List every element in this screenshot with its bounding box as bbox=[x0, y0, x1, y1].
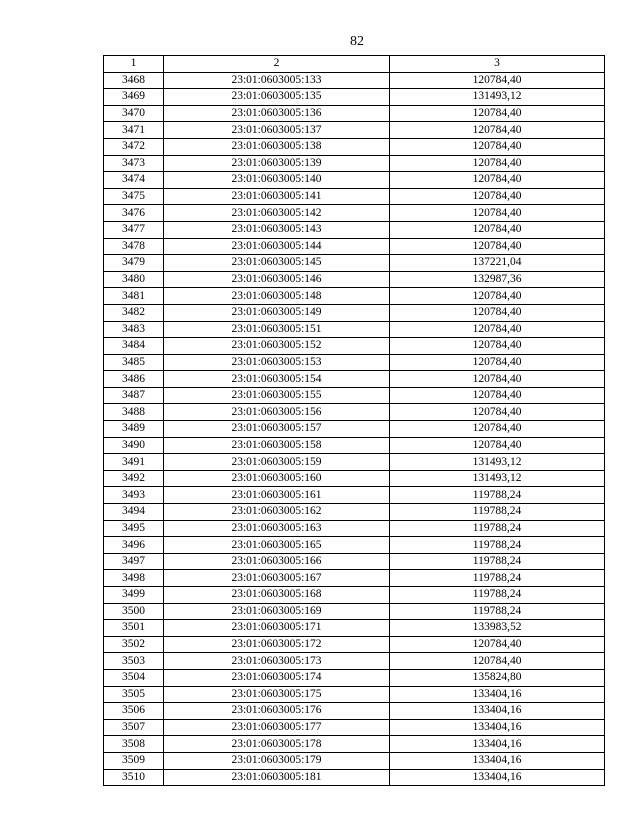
row-number-cell: 3484 bbox=[104, 338, 164, 355]
row-number-cell: 3496 bbox=[104, 537, 164, 554]
value-cell: 120784,40 bbox=[390, 288, 605, 305]
value-cell: 120784,40 bbox=[390, 221, 605, 238]
cadastral-number-cell: 23:01:0603005:171 bbox=[164, 620, 390, 637]
cadastral-number-cell: 23:01:0603005:159 bbox=[164, 454, 390, 471]
row-number-cell: 3493 bbox=[104, 487, 164, 504]
cadastral-number-cell: 23:01:0603005:172 bbox=[164, 636, 390, 653]
table-row bbox=[104, 172, 605, 189]
cadastral-number-cell: 23:01:0603005:142 bbox=[164, 205, 390, 222]
cadastral-number-cell: 23:01:0603005:154 bbox=[164, 371, 390, 388]
value-cell: 119788,24 bbox=[390, 570, 605, 587]
value-cell: 133983,52 bbox=[390, 620, 605, 637]
row-number-cell: 3490 bbox=[104, 437, 164, 454]
value-cell: 120784,40 bbox=[390, 122, 605, 139]
cadastral-number-cell: 23:01:0603005:155 bbox=[164, 387, 390, 404]
row-number-cell: 3476 bbox=[104, 205, 164, 222]
table-row bbox=[104, 188, 605, 205]
column-header-1: 1 bbox=[104, 56, 164, 73]
table-row bbox=[104, 470, 605, 487]
column-header-3: 3 bbox=[390, 56, 605, 73]
value-cell: 119788,24 bbox=[390, 587, 605, 604]
value-cell: 133404,16 bbox=[390, 752, 605, 769]
cadastral-number-cell: 23:01:0603005:136 bbox=[164, 105, 390, 122]
row-number-cell: 3492 bbox=[104, 470, 164, 487]
cadastral-number-cell: 23:01:0603005:133 bbox=[164, 72, 390, 89]
row-number-cell: 3498 bbox=[104, 570, 164, 587]
table-row bbox=[104, 686, 605, 703]
row-number-cell: 3506 bbox=[104, 703, 164, 720]
table-row bbox=[104, 487, 605, 504]
value-cell: 120784,40 bbox=[390, 205, 605, 222]
value-cell: 120784,40 bbox=[390, 238, 605, 255]
row-number-cell: 3488 bbox=[104, 404, 164, 421]
cadastral-number-cell: 23:01:0603005:162 bbox=[164, 504, 390, 521]
value-cell: 120784,40 bbox=[390, 404, 605, 421]
row-number-cell: 3507 bbox=[104, 719, 164, 736]
table-row bbox=[104, 271, 605, 288]
cadastral-number-cell: 23:01:0603005:148 bbox=[164, 288, 390, 305]
value-cell: 120784,40 bbox=[390, 138, 605, 155]
row-number-cell: 3470 bbox=[104, 105, 164, 122]
row-number-cell: 3473 bbox=[104, 155, 164, 172]
table-row bbox=[104, 653, 605, 670]
row-number-cell: 3495 bbox=[104, 520, 164, 537]
value-cell: 133404,16 bbox=[390, 719, 605, 736]
cadastral-number-cell: 23:01:0603005:177 bbox=[164, 719, 390, 736]
cadastral-number-cell: 23:01:0603005:145 bbox=[164, 255, 390, 272]
table-row bbox=[104, 620, 605, 637]
cadastral-number-cell: 23:01:0603005:151 bbox=[164, 321, 390, 338]
value-cell: 133404,16 bbox=[390, 769, 605, 786]
row-number-cell: 3483 bbox=[104, 321, 164, 338]
registry-table bbox=[103, 55, 605, 786]
table-row bbox=[104, 338, 605, 355]
table-row bbox=[104, 454, 605, 471]
cadastral-number-cell: 23:01:0603005:144 bbox=[164, 238, 390, 255]
cadastral-number-cell: 23:01:0603005:146 bbox=[164, 271, 390, 288]
cadastral-number-cell: 23:01:0603005:152 bbox=[164, 338, 390, 355]
value-cell: 120784,40 bbox=[390, 321, 605, 338]
table-row bbox=[104, 636, 605, 653]
row-number-cell: 3481 bbox=[104, 288, 164, 305]
table-body bbox=[104, 72, 605, 786]
cadastral-number-cell: 23:01:0603005:163 bbox=[164, 520, 390, 537]
value-cell: 119788,24 bbox=[390, 603, 605, 620]
value-cell: 120784,40 bbox=[390, 155, 605, 172]
value-cell: 120784,40 bbox=[390, 437, 605, 454]
cadastral-number-cell: 23:01:0603005:138 bbox=[164, 138, 390, 155]
value-cell: 120784,40 bbox=[390, 105, 605, 122]
value-cell: 119788,24 bbox=[390, 553, 605, 570]
value-cell: 131493,12 bbox=[390, 470, 605, 487]
table-row bbox=[104, 570, 605, 587]
row-number-cell: 3499 bbox=[104, 587, 164, 604]
table-row bbox=[104, 504, 605, 521]
cadastral-number-cell: 23:01:0603005:166 bbox=[164, 553, 390, 570]
row-number-cell: 3508 bbox=[104, 736, 164, 753]
table-row bbox=[104, 89, 605, 106]
row-number-cell: 3500 bbox=[104, 603, 164, 620]
table-row bbox=[104, 404, 605, 421]
value-cell: 119788,24 bbox=[390, 520, 605, 537]
cadastral-number-cell: 23:01:0603005:168 bbox=[164, 587, 390, 604]
table-row bbox=[104, 752, 605, 769]
table-row bbox=[104, 769, 605, 786]
cadastral-number-cell: 23:01:0603005:161 bbox=[164, 487, 390, 504]
row-number-cell: 3510 bbox=[104, 769, 164, 786]
value-cell: 119788,24 bbox=[390, 487, 605, 504]
cadastral-number-cell: 23:01:0603005:135 bbox=[164, 89, 390, 106]
row-number-cell: 3486 bbox=[104, 371, 164, 388]
value-cell: 120784,40 bbox=[390, 172, 605, 189]
cadastral-number-cell: 23:01:0603005:158 bbox=[164, 437, 390, 454]
table-row bbox=[104, 553, 605, 570]
value-cell: 120784,40 bbox=[390, 354, 605, 371]
table-row bbox=[104, 221, 605, 238]
table-row bbox=[104, 703, 605, 720]
table-row bbox=[104, 72, 605, 89]
page-number: 82 bbox=[350, 34, 364, 49]
cadastral-number-cell: 23:01:0603005:156 bbox=[164, 404, 390, 421]
table-row bbox=[104, 288, 605, 305]
table-row bbox=[104, 304, 605, 321]
value-cell: 120784,40 bbox=[390, 653, 605, 670]
table-row bbox=[104, 321, 605, 338]
row-number-cell: 3468 bbox=[104, 72, 164, 89]
row-number-cell: 3471 bbox=[104, 122, 164, 139]
cadastral-number-cell: 23:01:0603005:178 bbox=[164, 736, 390, 753]
table-row bbox=[104, 587, 605, 604]
row-number-cell: 3479 bbox=[104, 255, 164, 272]
row-number-cell: 3504 bbox=[104, 669, 164, 686]
cadastral-number-cell: 23:01:0603005:175 bbox=[164, 686, 390, 703]
cadastral-number-cell: 23:01:0603005:160 bbox=[164, 470, 390, 487]
cadastral-number-cell: 23:01:0603005:174 bbox=[164, 669, 390, 686]
table-row bbox=[104, 255, 605, 272]
row-number-cell: 3509 bbox=[104, 752, 164, 769]
cadastral-number-cell: 23:01:0603005:149 bbox=[164, 304, 390, 321]
value-cell: 131493,12 bbox=[390, 454, 605, 471]
table-row bbox=[104, 537, 605, 554]
value-cell: 133404,16 bbox=[390, 703, 605, 720]
row-number-cell: 3489 bbox=[104, 421, 164, 438]
row-number-cell: 3505 bbox=[104, 686, 164, 703]
cadastral-number-cell: 23:01:0603005:157 bbox=[164, 421, 390, 438]
row-number-cell: 3487 bbox=[104, 387, 164, 404]
value-cell: 119788,24 bbox=[390, 504, 605, 521]
column-header-2: 2 bbox=[164, 56, 390, 73]
cadastral-number-cell: 23:01:0603005:179 bbox=[164, 752, 390, 769]
table-row bbox=[104, 736, 605, 753]
table-row bbox=[104, 138, 605, 155]
row-number-cell: 3501 bbox=[104, 620, 164, 637]
table-header-row bbox=[104, 56, 605, 73]
value-cell: 120784,40 bbox=[390, 636, 605, 653]
cadastral-number-cell: 23:01:0603005:167 bbox=[164, 570, 390, 587]
row-number-cell: 3482 bbox=[104, 304, 164, 321]
table-row bbox=[104, 122, 605, 139]
table-row bbox=[104, 719, 605, 736]
cadastral-number-cell: 23:01:0603005:169 bbox=[164, 603, 390, 620]
row-number-cell: 3475 bbox=[104, 188, 164, 205]
row-number-cell: 3478 bbox=[104, 238, 164, 255]
cadastral-number-cell: 23:01:0603005:141 bbox=[164, 188, 390, 205]
row-number-cell: 3469 bbox=[104, 89, 164, 106]
table-row bbox=[104, 437, 605, 454]
table-row bbox=[104, 205, 605, 222]
value-cell: 120784,40 bbox=[390, 387, 605, 404]
table-row bbox=[104, 354, 605, 371]
cadastral-number-cell: 23:01:0603005:153 bbox=[164, 354, 390, 371]
table-row bbox=[104, 669, 605, 686]
value-cell: 119788,24 bbox=[390, 537, 605, 554]
row-number-cell: 3491 bbox=[104, 454, 164, 471]
table-row bbox=[104, 520, 605, 537]
row-number-cell: 3502 bbox=[104, 636, 164, 653]
cadastral-number-cell: 23:01:0603005:139 bbox=[164, 155, 390, 172]
cadastral-number-cell: 23:01:0603005:143 bbox=[164, 221, 390, 238]
value-cell: 120784,40 bbox=[390, 72, 605, 89]
value-cell: 120784,40 bbox=[390, 188, 605, 205]
value-cell: 133404,16 bbox=[390, 736, 605, 753]
cadastral-number-cell: 23:01:0603005:173 bbox=[164, 653, 390, 670]
table-row bbox=[104, 421, 605, 438]
table-row bbox=[104, 155, 605, 172]
value-cell: 135824,80 bbox=[390, 669, 605, 686]
value-cell: 120784,40 bbox=[390, 304, 605, 321]
row-number-cell: 3480 bbox=[104, 271, 164, 288]
value-cell: 131493,12 bbox=[390, 89, 605, 106]
cadastral-number-cell: 23:01:0603005:140 bbox=[164, 172, 390, 189]
cadastral-number-cell: 23:01:0603005:176 bbox=[164, 703, 390, 720]
value-cell: 133404,16 bbox=[390, 686, 605, 703]
table-row bbox=[104, 238, 605, 255]
row-number-cell: 3477 bbox=[104, 221, 164, 238]
value-cell: 132987,36 bbox=[390, 271, 605, 288]
row-number-cell: 3503 bbox=[104, 653, 164, 670]
table-row bbox=[104, 105, 605, 122]
row-number-cell: 3474 bbox=[104, 172, 164, 189]
row-number-cell: 3497 bbox=[104, 553, 164, 570]
value-cell: 120784,40 bbox=[390, 421, 605, 438]
value-cell: 120784,40 bbox=[390, 371, 605, 388]
row-number-cell: 3494 bbox=[104, 504, 164, 521]
cadastral-number-cell: 23:01:0603005:165 bbox=[164, 537, 390, 554]
cadastral-number-cell: 23:01:0603005:181 bbox=[164, 769, 390, 786]
row-number-cell: 3485 bbox=[104, 354, 164, 371]
table-row bbox=[104, 603, 605, 620]
cadastral-number-cell: 23:01:0603005:137 bbox=[164, 122, 390, 139]
row-number-cell: 3472 bbox=[104, 138, 164, 155]
value-cell: 137221,04 bbox=[390, 255, 605, 272]
value-cell: 120784,40 bbox=[390, 338, 605, 355]
table-row bbox=[104, 387, 605, 404]
table-row bbox=[104, 371, 605, 388]
